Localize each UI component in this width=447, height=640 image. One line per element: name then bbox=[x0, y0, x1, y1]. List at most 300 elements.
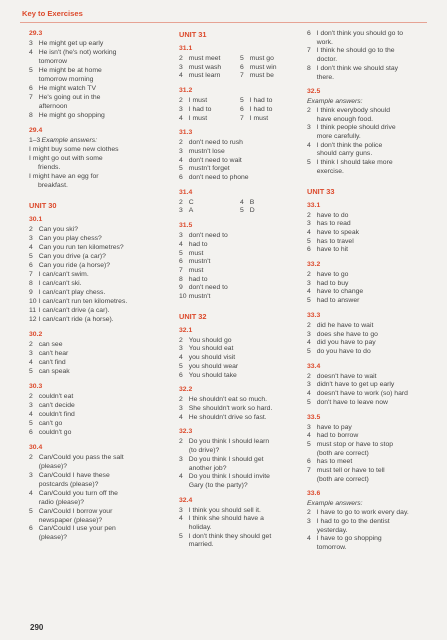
answer-line: must bbox=[188, 266, 204, 274]
exercise-number: 31.3 bbox=[179, 129, 193, 137]
answer-number: 10 bbox=[179, 293, 187, 301]
answer-item bbox=[307, 47, 433, 64]
answer-number: 1–3 bbox=[29, 137, 41, 145]
answer-line: Do you think I should invite bbox=[188, 473, 270, 481]
answer-text bbox=[317, 47, 395, 64]
answer-number: 4 bbox=[29, 489, 33, 497]
answer-number: 3 bbox=[179, 207, 183, 215]
answer-text bbox=[39, 67, 102, 85]
answer-line: tomorrow. bbox=[316, 543, 347, 551]
answer-text bbox=[317, 238, 354, 247]
answer-line: can't decide bbox=[38, 401, 75, 409]
answer-item bbox=[307, 297, 433, 306]
answer-item bbox=[307, 348, 433, 357]
answer-line: (please)? bbox=[38, 534, 68, 542]
answer-line: (please)? bbox=[38, 462, 68, 470]
answer-text bbox=[39, 316, 114, 325]
answer-item bbox=[179, 354, 299, 363]
answer-text bbox=[189, 258, 211, 267]
answer-number: 6 bbox=[29, 525, 33, 533]
answer-text bbox=[39, 253, 106, 262]
answer-text bbox=[39, 307, 110, 316]
answer-number: 4 bbox=[29, 358, 33, 366]
answer-number: 5 bbox=[179, 532, 183, 540]
answer-text: I must bbox=[188, 97, 208, 105]
answer-number: 4 bbox=[179, 114, 183, 122]
answer-item bbox=[179, 414, 299, 423]
answer-line: must stop or have to stop bbox=[316, 440, 394, 448]
answer-item bbox=[179, 533, 299, 550]
answer-text bbox=[39, 341, 63, 350]
answer-pair-row bbox=[179, 199, 299, 208]
answer-item bbox=[179, 72, 240, 81]
answer-number: 3 bbox=[307, 517, 311, 525]
answer-item bbox=[179, 165, 299, 174]
exercise-section bbox=[179, 87, 299, 123]
exercise-number: 32.1 bbox=[179, 326, 193, 334]
answer-text bbox=[39, 525, 116, 543]
answer-item bbox=[307, 142, 433, 159]
answer-text: I must bbox=[188, 114, 208, 122]
answer-item bbox=[29, 411, 159, 420]
answer-line: can't hear bbox=[38, 349, 69, 357]
answer-line: mustn't forget bbox=[188, 165, 230, 173]
answer-item bbox=[307, 509, 433, 518]
answer-item bbox=[179, 241, 299, 250]
answer-line: should carry guns. bbox=[316, 150, 373, 158]
unit-heading: UNIT 30 bbox=[29, 200, 57, 210]
answer-number: 6 bbox=[29, 85, 33, 93]
answer-line: (to drive)? bbox=[188, 447, 220, 455]
answer-number: 2 bbox=[179, 55, 183, 62]
exercise-number: 33.6 bbox=[307, 490, 321, 498]
answer-line: Do you think I should get bbox=[188, 455, 264, 463]
answer-number: 6 bbox=[179, 174, 183, 182]
answer-line: there. bbox=[316, 73, 335, 81]
answer-number: 3 bbox=[179, 455, 183, 463]
answer-item bbox=[179, 267, 299, 276]
answer-item bbox=[29, 280, 159, 289]
answer-line: mustn't bbox=[188, 258, 211, 266]
answer-text bbox=[39, 40, 104, 49]
answer-text bbox=[317, 65, 398, 82]
answer-item bbox=[307, 238, 433, 247]
answer-text bbox=[39, 262, 110, 271]
answer-line: doesn't have to wait bbox=[316, 372, 377, 380]
answer-number: 6 bbox=[240, 105, 244, 113]
answer-item bbox=[29, 146, 159, 155]
answer-text bbox=[317, 30, 403, 47]
answer-line: you should visit bbox=[188, 354, 236, 362]
answer-number: 7 bbox=[29, 270, 33, 278]
answer-number: 4 bbox=[179, 72, 183, 80]
answer-text bbox=[39, 289, 106, 298]
answer-item bbox=[179, 276, 299, 285]
answer-number: 2 bbox=[29, 453, 33, 461]
answer-text bbox=[39, 85, 96, 94]
answer-number: 5 bbox=[29, 367, 33, 375]
answer-number: 2 bbox=[179, 336, 183, 344]
answer-text bbox=[189, 405, 273, 414]
page-header: Key to Exercises bbox=[22, 9, 83, 18]
exercise-section bbox=[307, 490, 433, 552]
answer-number: 5 bbox=[240, 97, 244, 105]
answer-line: have to go bbox=[316, 271, 349, 279]
unit-heading: UNIT 31 bbox=[179, 30, 207, 39]
answer-text bbox=[189, 157, 242, 166]
answer-number: 7 bbox=[29, 93, 33, 101]
answer-text bbox=[317, 124, 396, 141]
answer-text bbox=[189, 293, 211, 302]
answer-line: must bbox=[188, 249, 204, 257]
answer-line: You should eat bbox=[188, 345, 234, 353]
answer-text bbox=[317, 348, 371, 357]
answer-item bbox=[29, 94, 159, 112]
answer-item bbox=[240, 106, 301, 115]
answer-item bbox=[29, 244, 159, 253]
answer-line: Can/Could you pass the salt bbox=[38, 453, 124, 461]
answer-line: Can you ride (a horse)? bbox=[38, 261, 111, 269]
exercise-number: 32.5 bbox=[307, 88, 321, 96]
answer-number: 4 bbox=[179, 156, 183, 164]
answer-item bbox=[240, 115, 301, 124]
exercise-number: 30.4 bbox=[29, 443, 43, 451]
answer-text bbox=[317, 220, 351, 229]
answer-text bbox=[29, 146, 119, 155]
answer-item bbox=[307, 212, 433, 221]
answer-line: Can/Could I use your pen bbox=[38, 525, 116, 533]
answer-text bbox=[39, 420, 63, 429]
answer-number: 4 bbox=[307, 141, 311, 149]
answer-number: 2 bbox=[29, 392, 33, 400]
answer-line: I might have an egg for bbox=[29, 172, 99, 180]
answer-text: must win bbox=[249, 63, 277, 71]
answer-line: breakfast. bbox=[38, 181, 68, 189]
answer-line: newspaper (please)? bbox=[38, 516, 103, 524]
answer-line: He shouldn't eat so much. bbox=[188, 396, 268, 404]
exercise-number: 33.2 bbox=[307, 261, 321, 269]
answer-item bbox=[307, 399, 433, 408]
answer-number: 5 bbox=[29, 252, 33, 260]
answer-text: I had to bbox=[249, 97, 273, 105]
answer-number: 3 bbox=[307, 279, 311, 287]
exercise-number: 30.3 bbox=[29, 382, 43, 390]
answer-line: more carefully. bbox=[316, 133, 361, 141]
exercise-number: 31.4 bbox=[179, 188, 193, 196]
answer-item bbox=[307, 246, 433, 255]
answer-column-left bbox=[29, 30, 159, 543]
answer-item bbox=[307, 229, 433, 238]
answer-item bbox=[307, 220, 433, 229]
answer-line: Can/Could I have these bbox=[38, 471, 110, 479]
answer-item bbox=[179, 258, 299, 267]
answer-item bbox=[29, 490, 159, 508]
answer-line: He's going out in the bbox=[38, 93, 101, 101]
exercise-section bbox=[307, 312, 433, 357]
answer-text bbox=[189, 354, 235, 363]
answer-item bbox=[307, 535, 433, 552]
answer-line: had to bbox=[188, 240, 208, 248]
answer-text bbox=[39, 411, 75, 420]
answer-line: mustn't lose bbox=[188, 147, 225, 155]
answer-line: did you have to pay bbox=[316, 339, 376, 347]
answer-line: He might go shopping bbox=[38, 111, 105, 119]
answer-text bbox=[189, 284, 228, 293]
answer-text bbox=[39, 429, 72, 438]
answer-text: I had to bbox=[188, 105, 212, 113]
answer-number: 5 bbox=[307, 159, 311, 167]
answer-text bbox=[317, 339, 376, 348]
answer-item bbox=[179, 106, 240, 115]
answer-text bbox=[317, 322, 374, 331]
answer-line: do you have to do bbox=[316, 347, 371, 355]
exercise-section bbox=[307, 30, 433, 82]
answer-text bbox=[317, 467, 385, 484]
answer-number: 7 bbox=[307, 467, 311, 475]
answer-text bbox=[42, 137, 98, 146]
answer-number: 6 bbox=[307, 246, 311, 254]
answer-text bbox=[39, 280, 82, 289]
answer-number: 5 bbox=[307, 440, 311, 448]
answer-column-middle bbox=[179, 30, 299, 550]
answer-item bbox=[307, 65, 433, 82]
answer-line: tomorrow morning bbox=[38, 76, 94, 84]
exercise-number: 32.3 bbox=[179, 428, 193, 436]
answer-line: don't have to leave now bbox=[316, 398, 388, 406]
answer-item bbox=[29, 350, 159, 359]
answer-text: must meet bbox=[188, 55, 221, 62]
answer-item bbox=[29, 262, 159, 271]
answer-item bbox=[179, 174, 299, 183]
answer-item bbox=[179, 337, 299, 346]
answer-text bbox=[317, 297, 360, 306]
answer-line: radio (please)? bbox=[38, 498, 85, 506]
answer-line: friends. bbox=[38, 163, 61, 171]
answer-text bbox=[39, 49, 117, 67]
answer-number: 5 bbox=[307, 297, 311, 305]
answer-number: 3 bbox=[179, 345, 183, 353]
example-answers-note: Example answers: bbox=[307, 500, 363, 508]
answer-number: 4 bbox=[307, 390, 311, 398]
answer-item bbox=[307, 381, 433, 390]
answer-number: 3 bbox=[29, 401, 33, 409]
answer-line: can speak bbox=[38, 367, 70, 375]
answer-line: I can/can't ride (a horse). bbox=[38, 315, 114, 323]
answer-line: I can/can't drive (a car). bbox=[38, 306, 110, 314]
unit-heading: UNIT 32 bbox=[179, 311, 207, 321]
answer-item bbox=[179, 148, 299, 157]
answer-line: Do you think I should learn bbox=[188, 438, 270, 446]
exercise-section bbox=[29, 331, 159, 377]
answer-text bbox=[317, 159, 393, 176]
answer-line: I think I should take more bbox=[316, 159, 393, 167]
answer-line: doctor. bbox=[316, 56, 338, 64]
answer-number: 4 bbox=[307, 535, 311, 543]
answer-item bbox=[179, 507, 299, 516]
answer-item bbox=[29, 40, 159, 49]
answer-text bbox=[39, 393, 74, 402]
answer-item bbox=[179, 64, 240, 73]
answer-line: did he have to wait bbox=[316, 321, 374, 329]
answer-text bbox=[317, 246, 348, 255]
answer-text: A bbox=[188, 207, 194, 215]
answer-item bbox=[179, 438, 299, 455]
answer-item bbox=[29, 402, 159, 411]
exercise-section bbox=[179, 45, 299, 81]
answer-line: Example answers: bbox=[41, 137, 98, 145]
answer-line: She shouldn't work so hard. bbox=[188, 404, 273, 412]
answer-text bbox=[317, 399, 388, 408]
answer-line: you should wear bbox=[188, 362, 239, 370]
answer-pair-row bbox=[179, 207, 299, 216]
answer-number: 2 bbox=[307, 372, 311, 380]
answer-line: He shouldn't drive so fast. bbox=[188, 413, 267, 421]
answer-item bbox=[29, 472, 159, 490]
answer-line: I have to go shopping bbox=[316, 535, 382, 543]
answer-number: 7 bbox=[179, 266, 183, 274]
answer-line: didn't have to get up early bbox=[316, 381, 395, 389]
answer-number: 3 bbox=[179, 105, 183, 113]
answer-line: have to speak bbox=[316, 228, 360, 236]
exercise-section bbox=[29, 444, 159, 544]
answer-item bbox=[29, 454, 159, 472]
answer-item bbox=[29, 253, 159, 262]
answer-item bbox=[179, 456, 299, 473]
answer-number: 4 bbox=[179, 240, 183, 248]
answer-text bbox=[189, 507, 261, 516]
answer-item bbox=[29, 226, 159, 235]
answer-item bbox=[29, 525, 159, 543]
exercise-number: 30.1 bbox=[29, 215, 43, 223]
answer-item bbox=[179, 473, 299, 490]
answer-number: 10 bbox=[29, 297, 37, 305]
answer-number: 4 bbox=[307, 432, 311, 440]
answer-number: 3 bbox=[307, 423, 311, 431]
answer-line: You should go bbox=[188, 336, 232, 344]
answer-number: 4 bbox=[29, 410, 33, 418]
answer-number: 4 bbox=[179, 515, 183, 523]
answer-item bbox=[179, 363, 299, 372]
answer-line: don't need to phone bbox=[188, 174, 249, 182]
answer-text bbox=[189, 250, 204, 259]
answer-line: has to travel bbox=[316, 237, 354, 245]
answer-number: 5 bbox=[179, 362, 183, 370]
answer-line: exercise. bbox=[316, 167, 344, 175]
answer-number: 2 bbox=[29, 340, 33, 348]
answer-line: had to answer bbox=[316, 297, 360, 305]
answer-line: I can/can't play chess. bbox=[38, 288, 106, 296]
answer-number: 3 bbox=[179, 63, 183, 71]
answer-line: He might watch TV bbox=[38, 85, 96, 93]
answer-line: postcards (please)? bbox=[38, 480, 99, 488]
answer-text bbox=[189, 174, 249, 183]
answer-line: I had to go to the dentist bbox=[316, 517, 390, 525]
exercise-section bbox=[307, 88, 433, 176]
answer-item bbox=[240, 97, 301, 106]
exercise-number: 32.4 bbox=[179, 496, 193, 504]
answer-item bbox=[240, 207, 301, 216]
answer-line: had to buy bbox=[316, 279, 349, 287]
answer-line: tomorrow bbox=[38, 58, 68, 66]
exercise-section bbox=[29, 30, 159, 121]
answer-number: 5 bbox=[307, 398, 311, 406]
answer-text bbox=[39, 454, 124, 472]
page-number: 290 bbox=[30, 623, 44, 632]
answer-number: 4 bbox=[179, 354, 183, 362]
answer-column-right bbox=[307, 30, 433, 553]
answer-text bbox=[317, 432, 359, 441]
answer-line: Gary (to the party)? bbox=[188, 481, 248, 489]
answer-item bbox=[179, 232, 299, 241]
answer-line: You should take bbox=[188, 371, 237, 379]
answer-number: 4 bbox=[307, 228, 311, 236]
answer-number: 5 bbox=[307, 347, 311, 355]
answer-line: another job? bbox=[188, 464, 227, 472]
exercise-section bbox=[307, 363, 433, 408]
answer-text bbox=[317, 288, 363, 297]
answer-text bbox=[317, 280, 349, 289]
answer-text bbox=[39, 112, 105, 121]
example-answers-note: Example answers: bbox=[307, 98, 363, 106]
answer-text bbox=[189, 533, 272, 550]
answer-text bbox=[189, 473, 270, 490]
answer-text bbox=[189, 414, 267, 423]
answer-item bbox=[29, 429, 159, 438]
answer-number: 8 bbox=[307, 64, 311, 72]
answer-line: have to change bbox=[316, 288, 364, 296]
answer-number: 5 bbox=[29, 507, 33, 515]
answer-item bbox=[307, 424, 433, 433]
answer-number: 9 bbox=[179, 284, 183, 292]
answer-number: 3 bbox=[29, 471, 33, 479]
answer-item bbox=[307, 30, 433, 47]
answer-text bbox=[189, 396, 267, 405]
answer-text bbox=[317, 458, 353, 467]
exercise-number: 33.5 bbox=[307, 413, 321, 421]
answer-number: 4 bbox=[29, 243, 33, 251]
answer-text: must go bbox=[249, 55, 274, 62]
answer-item bbox=[307, 280, 433, 289]
answer-number: 5 bbox=[240, 55, 244, 62]
header-rule bbox=[20, 22, 427, 23]
answer-text bbox=[189, 372, 237, 381]
answer-item bbox=[240, 55, 301, 64]
answer-item bbox=[179, 199, 240, 208]
answer-number: 3 bbox=[307, 330, 311, 338]
exercise-section bbox=[179, 497, 299, 551]
answer-text bbox=[39, 271, 89, 280]
answer-item bbox=[179, 55, 240, 64]
answer-pair-row bbox=[179, 115, 299, 124]
answer-text bbox=[39, 244, 124, 253]
answer-number: 8 bbox=[29, 111, 33, 119]
answer-item bbox=[29, 298, 159, 307]
exercise-number: 32.2 bbox=[179, 386, 193, 394]
answer-item bbox=[307, 441, 433, 458]
answer-line: don't need to bbox=[188, 232, 228, 240]
answer-number: 2 bbox=[179, 198, 183, 206]
answer-text bbox=[317, 331, 378, 340]
answer-text bbox=[189, 241, 208, 250]
answer-item bbox=[29, 271, 159, 280]
answer-line: don't need to rush bbox=[188, 139, 243, 147]
answer-text bbox=[189, 438, 269, 455]
answer-line: have to hit bbox=[316, 246, 349, 254]
answer-item bbox=[29, 67, 159, 85]
answer-text bbox=[317, 373, 377, 382]
answer-line: holiday. bbox=[188, 524, 212, 532]
answer-item bbox=[179, 405, 299, 414]
